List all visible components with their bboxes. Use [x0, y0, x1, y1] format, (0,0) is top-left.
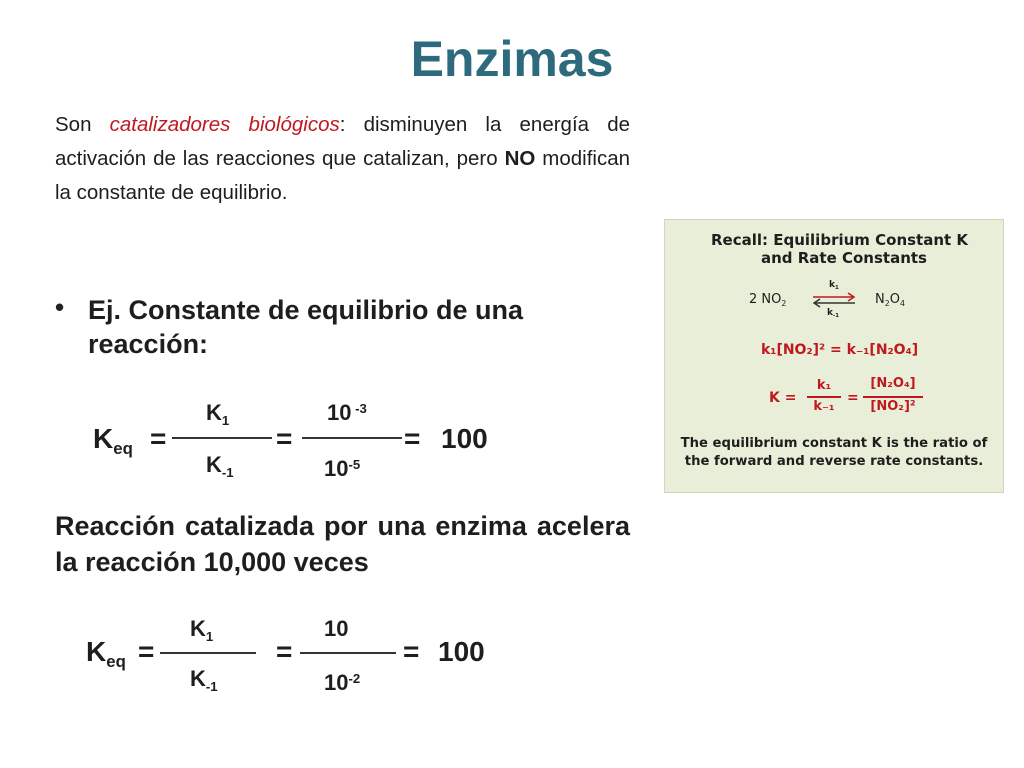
result-2: 100	[438, 636, 485, 667]
catalysts-emphasis: catalizadores biológicos	[109, 113, 340, 136]
slide-title: Enzimas	[410, 31, 614, 87]
keq-label-1: $K_{eq}$	[93, 423, 133, 458]
fraction-bar-2a	[160, 652, 256, 654]
recall-inset-image	[664, 219, 1004, 493]
equals-1c: =	[404, 423, 421, 454]
bullet-marker: •	[55, 292, 65, 322]
inset-frac1-den: k₋₁	[813, 399, 835, 414]
equals-2c: =	[403, 636, 420, 667]
inset-equals: =	[847, 390, 859, 406]
keq-label-2: $K_{eq}$	[86, 636, 126, 671]
fraction-bar-1a	[172, 437, 272, 439]
k1-numerator-2: $K_1$	[190, 616, 214, 644]
equilibrium-arrows-icon	[811, 292, 857, 308]
inset-reactant: 2 $NO_2$	[749, 292, 787, 308]
bullet-text: Ej. Constante de equilibrio de una reacción:	[88, 295, 524, 359]
catalysis-statement: Reacción catalizada por una enzima acelera la reacción 10,000 veces	[55, 511, 630, 577]
inset-k1-label: $k_1$	[829, 280, 839, 291]
result-1: 100	[441, 423, 488, 454]
intro-text-1: Son	[55, 113, 110, 136]
inset-title-line2: and Rate Constants	[761, 249, 927, 267]
inset-frac2-den: [NO₂]²	[870, 399, 916, 414]
intro-paragraph	[55, 108, 630, 210]
km1-denominator-2: $K_{-1}$	[190, 666, 218, 694]
k1-numerator-1: $K_1$	[206, 400, 230, 428]
denominator-value-2: $10^{-2}$	[324, 670, 361, 695]
inset-frac2-num: [N₂O₄]	[870, 376, 916, 391]
equals-2a: =	[138, 636, 155, 667]
inset-title-line1: Recall: Equilibrium Constant K	[711, 231, 969, 249]
fraction-bar-2b	[300, 652, 396, 654]
numerator-value-2: 10	[324, 616, 349, 641]
inset-frac2-bar	[863, 396, 923, 398]
inset-caption-line1: The equilibrium constant K is the ratio of	[680, 436, 988, 451]
intro-text-3: modifican la constante de equilibrio.	[55, 147, 630, 204]
inset-rate-equation: k₁[NO₂]² = k₋₁[N₂O₄]	[761, 342, 919, 358]
inset-product: $N_2O_4$	[875, 292, 905, 308]
km1-denominator-1: $K_{-1}$	[206, 452, 234, 480]
numerator-value-1: 10 $^{-3}$	[327, 400, 367, 425]
inset-frac1-num: k₁	[816, 378, 832, 393]
inset-frac1-bar	[807, 396, 841, 398]
no-emphasis: NO	[504, 147, 536, 170]
equals-1a: =	[150, 423, 167, 454]
inset-caption-line2: the forward and reverse rate constants.	[684, 454, 984, 469]
inset-km1-label: $k_{-1}$	[827, 308, 839, 319]
equals-2b: =	[276, 636, 293, 667]
denominator-value-1: $10^{-5}$	[324, 456, 361, 481]
intro-text-2: : disminuyen la energía de activación de las reacciones que catalizan, pero	[55, 113, 630, 170]
fraction-bar-1b	[302, 437, 402, 439]
equals-1b: =	[276, 423, 293, 454]
inset-k-label: K =	[769, 390, 797, 406]
